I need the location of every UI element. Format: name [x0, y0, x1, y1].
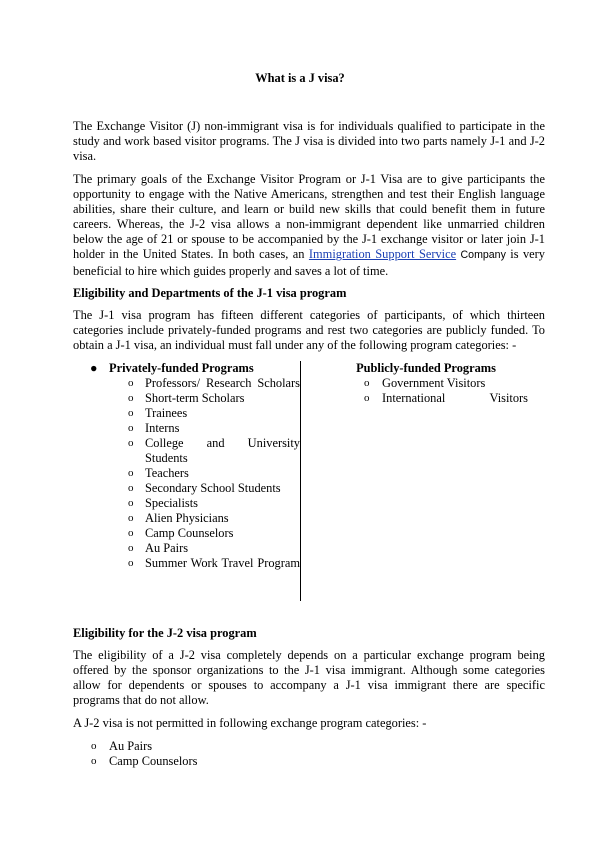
- list-item-text: Au Pairs: [109, 739, 153, 753]
- heading-j2-eligibility: Eligibility for the J-2 visa program: [73, 626, 257, 640]
- public-programs-column: [301, 361, 545, 406]
- list-item: [73, 406, 300, 421]
- circle-bullet-icon: o: [128, 512, 134, 524]
- list-item-text: Summer Work Travel Program: [145, 556, 300, 570]
- list-item-text: Short-term Scholars: [145, 391, 245, 405]
- j1-paragraph: The J-1 visa program has fifteen different categories of participants, of which thirteen categories include privately-funded programs and rest two categories are publicly funded. To obtain a J-1 visa, an individual must fall under any of the following program categories: -: [73, 308, 545, 353]
- company-word: Company: [460, 249, 506, 262]
- circle-bullet-icon: o: [91, 755, 97, 767]
- list-item: [73, 421, 300, 436]
- list-item: [73, 481, 300, 496]
- circle-bullet-icon: o: [91, 740, 97, 752]
- goals-text-end: is very beneficial to hire which guides properly and saves a lot of time.: [73, 247, 545, 278]
- circle-bullet-icon: o: [128, 542, 134, 554]
- list-item-text: Secondary School Students: [145, 481, 281, 495]
- circle-bullet-icon: o: [364, 377, 370, 389]
- j2-paragraph: The eligibility of a J-2 visa completely depends on a particular exchange program being offered by the sponsor organizations to the J-1 visa immigrant. Although some categories allow for dependents or spouses to accompany a J-1 visa immigrant there are specific programs that do not allow.: [73, 648, 545, 708]
- goals-text: The primary goals of the Exchange Visitor Program or J-1 Visa are to give participants the opportunity to engage with the Native Americans, strengthen and test their English language abilities, share their culture, and learn or build new skills that could benefit them in future careers. Whereas, the J-2 visa allows a non-immigrant dependent like unmarried children below the age of 21 or spouse to be accompanied by the J-1 exchange visitor or later join J-1 holder in the United States. In both cases, an: [73, 172, 545, 262]
- list-item: [73, 391, 300, 406]
- list-item-text: Au Pairs: [145, 541, 189, 555]
- list-item: [73, 466, 300, 481]
- list-item-text: International Visitors: [382, 391, 528, 405]
- list-item-text: Camp Counselors: [109, 754, 198, 768]
- circle-bullet-icon: o: [128, 392, 134, 404]
- circle-bullet-icon: o: [128, 497, 134, 509]
- intro-paragraph: The Exchange Visitor (J) non-immigrant visa is for individuals qualified to participate in the study and work based visitor programs. The J visa is divided into two parts namely J-1 and J-2 visa.: [73, 119, 545, 164]
- circle-bullet-icon: o: [128, 437, 134, 449]
- list-item: [73, 754, 373, 769]
- document-title: What is a J visa?: [255, 71, 345, 85]
- bullet-icon: ●: [90, 361, 98, 375]
- list-item-text: Alien Physicians: [145, 511, 229, 525]
- goals-paragraph: [73, 172, 545, 279]
- circle-bullet-icon: o: [128, 407, 134, 419]
- circle-bullet-icon: o: [128, 527, 134, 539]
- private-programs-header: [73, 361, 300, 376]
- private-programs-title: Privately-funded Programs: [109, 361, 254, 375]
- heading-j1-eligibility: Eligibility and Departments of the J-1 visa program: [73, 286, 347, 300]
- list-item-text: Teachers: [145, 466, 189, 480]
- list-item: [73, 496, 300, 511]
- not-permitted-list: [73, 739, 373, 769]
- public-programs-title: Publicly-funded Programs: [356, 361, 496, 375]
- list-item: [73, 739, 373, 754]
- public-programs-list: [301, 376, 545, 406]
- circle-bullet-icon: o: [364, 392, 370, 404]
- circle-bullet-icon: o: [128, 467, 134, 479]
- list-item: [301, 376, 545, 391]
- immigration-support-link[interactable]: Immigration Support Service: [308, 247, 457, 262]
- list-item-text: Trainees: [145, 406, 188, 420]
- list-item: [73, 541, 300, 556]
- list-item-text: Camp Counselors: [145, 526, 234, 540]
- list-item: [73, 436, 300, 466]
- list-item-text: College and University Students: [145, 436, 300, 465]
- list-item: [73, 556, 300, 571]
- private-programs-column: [73, 361, 300, 571]
- list-item: [73, 376, 300, 391]
- circle-bullet-icon: o: [128, 482, 134, 494]
- circle-bullet-icon: o: [128, 422, 134, 434]
- list-item-text: Government Visitors: [382, 376, 486, 390]
- list-item: [301, 391, 545, 406]
- private-programs-list: [73, 376, 300, 571]
- list-item: [73, 526, 300, 541]
- circle-bullet-icon: o: [128, 377, 134, 389]
- list-item-text: Professors/ Research Scholars: [145, 376, 300, 390]
- list-item-text: Specialists: [145, 496, 198, 510]
- circle-bullet-icon: o: [128, 557, 134, 569]
- list-item-text: Interns: [145, 421, 180, 435]
- list-item: [73, 511, 300, 526]
- j2-not-permitted-text: A J-2 visa is not permitted in following exchange program categories: -: [73, 716, 427, 730]
